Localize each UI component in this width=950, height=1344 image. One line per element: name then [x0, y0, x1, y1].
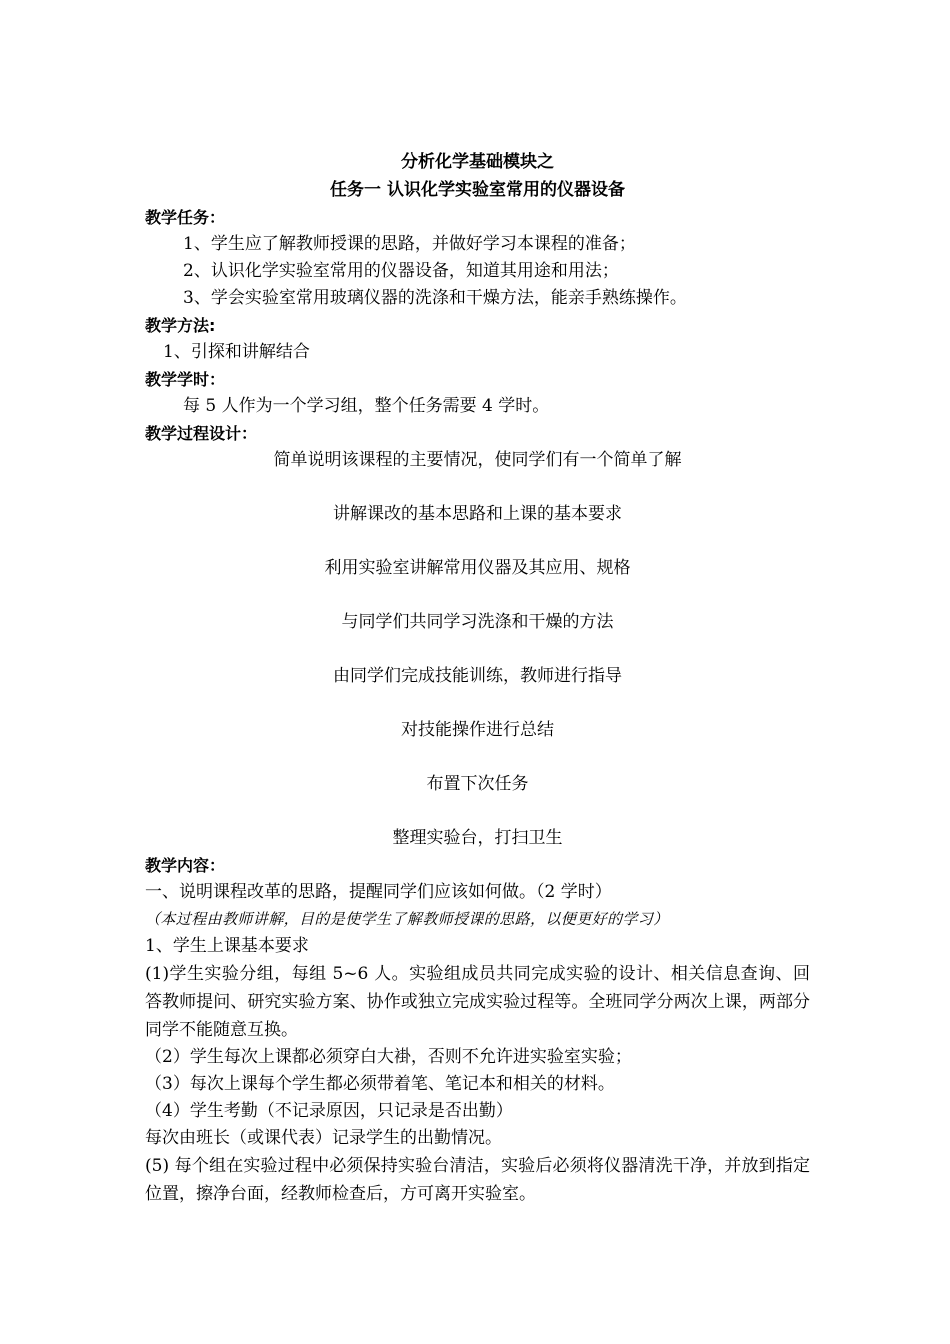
requirement-1: (1)学生实验分组，每组 5~6 人。实验组成员共同完成实验的设计、相关信息查询、回答教师提问、研究实验方案、协作或独立完成实验过程等。全班同学分两次上课，两部分同学不能随意互换。 [145, 964, 810, 1040]
hours-heading: 教学学时： [145, 370, 226, 389]
content-section-1: 一、说明课程改革的思路，提醒同学们应该如何做。（2 学时） [145, 882, 612, 902]
process-step-8: 整理实验台，打扫卫生 [392, 828, 563, 848]
document-body [145, 148, 810, 1208]
task-item-1: 1、学生应了解教师授课的思路，并做好学习本课程的准备； [183, 234, 636, 254]
process-flow [145, 447, 810, 852]
process-step-7: 布置下次任务 [426, 774, 529, 794]
process-step-3: 利用实验室讲解常用仪器及其应用、规格 [324, 558, 631, 578]
task-item-2: 2、认识化学实验室常用的仪器设备，知道其用途和用法； [183, 261, 619, 281]
requirement-4-detail: 每次由班长（或课代表）记录学生的出勤情况。 [145, 1128, 502, 1148]
method-item-1: 1、引探和讲解结合 [163, 342, 310, 362]
process-step-2: 讲解课改的基本思路和上课的基本要求 [333, 504, 622, 524]
requirement-2: （2）学生每次上课都必须穿白大褂，否则不允许进实验室实验； [145, 1047, 632, 1067]
content-heading: 教学内容： [145, 856, 226, 875]
content-sub-1: 1、学生上课基本要求 [145, 936, 309, 956]
tasks-heading: 教学任务： [145, 208, 226, 227]
process-step-1: 简单说明该课程的主要情况，使同学们有一个简单了解 [273, 450, 682, 470]
requirement-4: （4）学生考勤（不记录原因，只记录是否出勤） [145, 1101, 513, 1121]
process-step-6: 对技能操作进行总结 [401, 720, 554, 740]
requirement-3: （3）每次上课每个学生都必须带着笔、笔记本和相关的材料。 [145, 1074, 615, 1094]
process-heading: 教学过程设计： [145, 424, 258, 443]
methods-heading: 教学方法: [145, 316, 216, 335]
process-step-4: 与同学们共同学习洗涤和干燥的方法 [341, 612, 614, 632]
title-line-2: 任务一 认识化学实验室常用的仪器设备 [330, 180, 625, 200]
content-note: （本过程由教师讲解，目的是使学生了解教师授课的思路，以便更好的学习） [145, 910, 669, 928]
title-line-1: 分析化学基础模块之 [401, 152, 554, 172]
task-item-3: 3、学会实验室常用玻璃仪器的洗涤和干燥方法，能亲手熟练操作。 [183, 288, 687, 308]
process-step-5: 由同学们完成技能训练，教师进行指导 [333, 666, 622, 686]
hours-text: 每 5 人作为一个学习组，整个任务需要 4 学时。 [183, 396, 550, 416]
requirement-5: (5) 每个组在实验过程中必须保持实验台清洁，实验后必须将仪器清洗干净，并放到指定位置，擦净台面，经教师检查后，方可离开实验室。 [145, 1156, 810, 1204]
